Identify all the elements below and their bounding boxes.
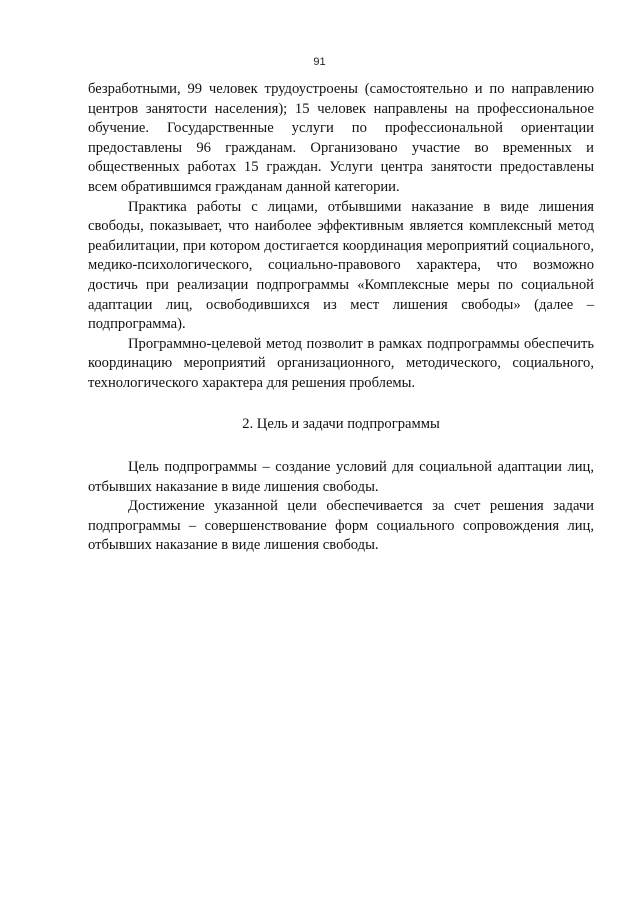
section-heading: 2. Цель и задачи подпрограммы [242, 415, 440, 432]
paragraph-tasks: Достижение указанной цели обеспечивается за счет решения задачи подпрограммы – совершенствование форм социального сопровождения лиц, отбывших наказание в виде лишения свободы. [88, 498, 594, 554]
paragraph-program-method: Программно-целевой метод позволит в рамках подпрограммы обеспечить координацию мероприятий организационного, методического, социального, технологического характера для решения проблемы. [88, 335, 594, 391]
paragraph-goal: Цель подпрограммы – создание условий для социальной адаптации лиц, отбывших наказание в виде лишения свободы. [88, 459, 594, 495]
page-number: 91 [313, 56, 326, 68]
paragraph-continuation: безработными, 99 человек трудоустроены (самостоятельно и по направлению центров занятости населения); 15 человек направлены на профессиональное обучение. Государственные услуги по профессиональной ориентации предоставлены 96 гражданам. Организовано участие во временных и общественных работах 15 граждан. Услуги центра занятости предоставлены всем обратившимся гражданам данной категории. [88, 81, 594, 195]
paragraph-rehabilitation-practice: Практика работы с лицами, отбывшими наказание в виде лишения свободы, показывает, что наиболее эффективным является комплексный метод реабилитации, при котором достигается координация мероприятий социального, медико-психологического, социально-правового характера, что возможно достичь при реализации подпрограммы «Комплексные меры по социальной адаптации лиц, освободившихся из мест лишения свободы» (далее – подпрограмма). [88, 198, 594, 333]
document-body [88, 80, 594, 556]
